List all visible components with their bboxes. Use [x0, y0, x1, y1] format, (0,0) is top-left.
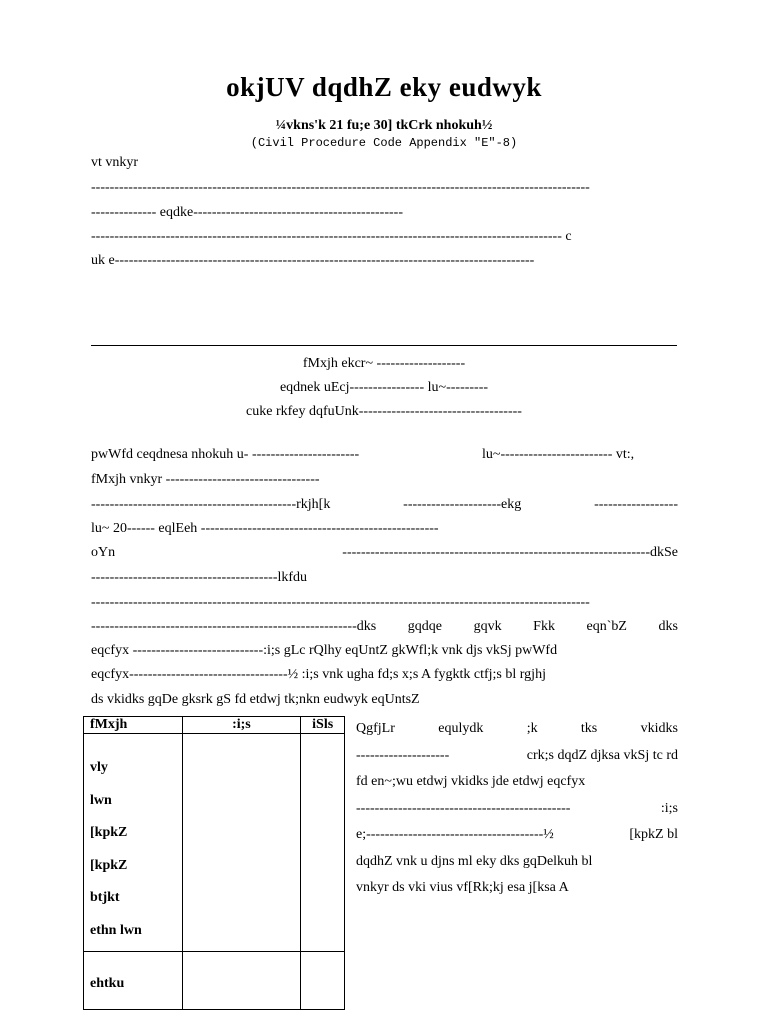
text-line: [356, 716, 678, 743]
row-label: ethn lwn: [90, 922, 142, 938]
body-text: lu~ 20------ eqlEeh ---------------------------------------------------: [91, 521, 439, 536]
table-cell: [182, 734, 301, 952]
table-header: :i;s: [182, 717, 301, 734]
text-word: :i;s: [660, 800, 678, 816]
body-text: --------------------------------------------rkjh[k: [91, 497, 331, 512]
body-text: ------------------------------------------------------------------dkSe: [342, 545, 678, 560]
right-paragraph: [356, 716, 678, 902]
text-word: vkidks: [640, 721, 678, 736]
body-text-line: [91, 545, 678, 561]
body-text: dks: [658, 619, 678, 634]
text-line: [356, 769, 678, 796]
horizontal-rule: [91, 345, 677, 346]
text-word: --------------------: [356, 747, 450, 763]
table-total-row: [84, 952, 345, 1010]
text-word: vnkyr ds vki vius vf[Rk;kj esa j[ksa A: [356, 880, 569, 895]
body-text: ---------------------ekg: [403, 497, 522, 512]
body-text: ----------------------------------------lkfdu: [91, 570, 308, 585]
text-word: [kpkZ bl: [629, 827, 678, 842]
dash-line: -----------------------------------------------------------------------------------------------------------: [91, 180, 590, 195]
body-text: ------------------: [594, 497, 678, 512]
row-label: lwn: [90, 792, 112, 808]
text-word: e;--------------------------------------½: [356, 827, 554, 842]
text-word: equlydk: [438, 721, 484, 736]
decree-amount-table: [83, 716, 345, 1010]
body-text-line: [91, 497, 678, 513]
text-line: [356, 822, 678, 849]
text-line: [356, 875, 678, 902]
judgment-debtor-line: uk e------------------------------------------------------------------------------------------: [91, 253, 535, 268]
row-label: [kpkZ: [90, 857, 128, 873]
versus-line: cuke rkfey dqfuUnk-----------------------------------: [246, 404, 522, 419]
table-cell: [301, 734, 345, 952]
body-text: pwWfd ceqdnesa nhokuh u- -----------------------: [91, 447, 360, 462]
body-text-line: [91, 619, 678, 635]
text-word: dqdhZ vnk u djns ml eky dks gqDelkuh bl: [356, 853, 593, 869]
body-text: ---------------------------------------------------------dks: [91, 619, 377, 634]
table-row: [84, 734, 345, 952]
body-text: eqcfyx ----------------------------:i;s gLc rQlhy eqUntZ gkWfl;k vnk djs vkSj pwWfd: [91, 643, 558, 658]
text-line: [356, 849, 678, 876]
case-number-line: eqdnek uEcj---------------- lu~---------: [279, 380, 489, 395]
document-subtitle-english: (Civil Procedure Code Appendix "E"-8): [250, 136, 518, 150]
table-header: iSls: [301, 717, 345, 734]
decree-title-line: fMxjh ekcr~ -------------------: [302, 356, 466, 371]
dash-line: ----------------------------------------------------------------------------------------------------- c: [91, 229, 572, 244]
body-text: eqcfyx----------------------------------½ :i;s vnk ugha fd;s x;s A fygktk ctfj;s bl rgjhj: [91, 667, 546, 682]
text-line: [356, 796, 678, 823]
total-label: ehtku: [84, 952, 183, 1010]
court-line: vt vnkyr: [91, 155, 139, 170]
text-word: QgfjLr: [356, 721, 395, 736]
text-word: ----------------------------------------------: [356, 800, 571, 816]
body-text: gqdqe: [407, 619, 442, 634]
table-header: fMxjh: [84, 717, 183, 734]
table-cell: [301, 952, 345, 1010]
text-word: fd en~;wu etdwj vkidks jde etdwj eqcfyx: [356, 774, 586, 789]
decree-holder-line: -------------- eqdke---------------------------------------------: [91, 205, 403, 220]
body-text: Fkk: [533, 619, 555, 634]
row-label: [kpkZ: [90, 825, 128, 840]
body-text: fMxjh vnkyr ---------------------------------: [91, 472, 320, 487]
body-text: eqn`bZ: [586, 619, 627, 634]
body-text: oYn: [91, 545, 116, 560]
text-line: [356, 743, 678, 770]
body-text: ds vkidks gqDe gksrk gS fd etdwj tk;nkn eudwyk eqUntsZ: [91, 692, 420, 707]
document-subtitle: ¼vkns'k 21 fu;e 30] tkCrk nhokuh½: [275, 118, 493, 133]
text-word: ;k: [526, 721, 538, 736]
table-header-row: [84, 717, 345, 734]
row-label: btjkt: [90, 890, 120, 905]
table-cell: [182, 952, 301, 1010]
row-label: vly: [90, 760, 108, 775]
dash-line: -----------------------------------------------------------------------------------------------------------: [91, 595, 590, 610]
table-cell: [84, 734, 183, 952]
text-word: tks: [580, 721, 598, 736]
body-text: lu~------------------------ vt:,: [482, 447, 635, 462]
body-text: gqvk: [473, 619, 502, 634]
text-word: crk;s dqdZ djksa vkSj tc rd: [526, 747, 678, 763]
document-title: okjUV dqdhZ eky eudwyk: [226, 72, 542, 102]
